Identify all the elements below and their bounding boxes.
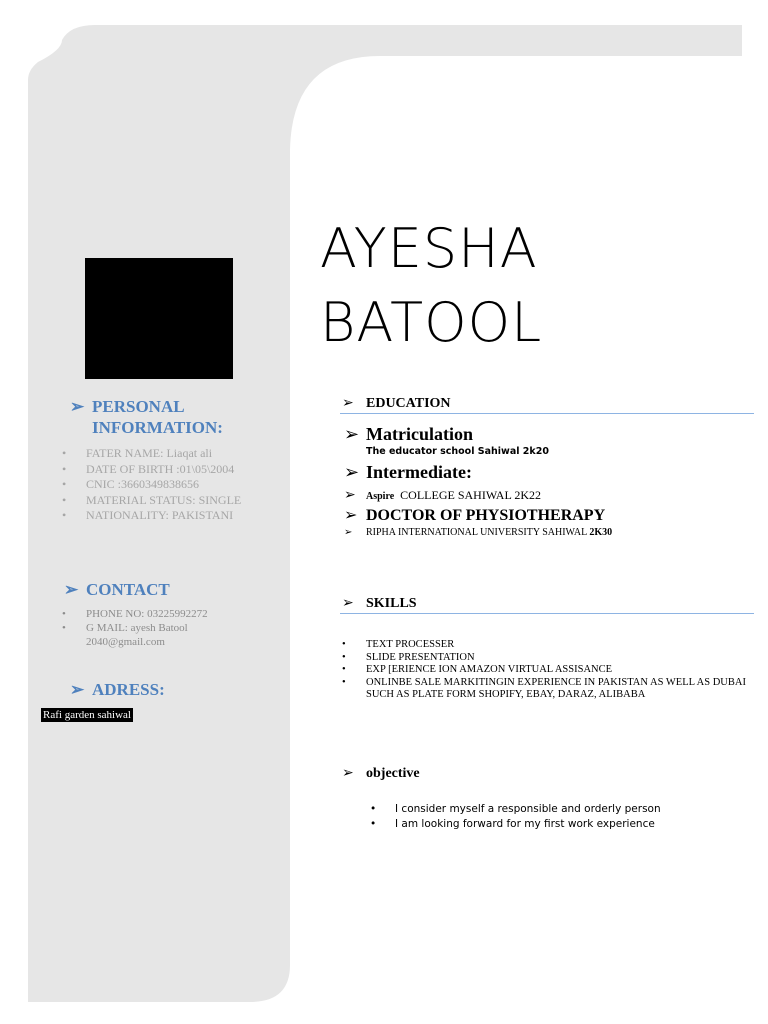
list-item: • CNIC :3660349838656 <box>62 477 241 493</box>
list-item: • I consider myself a responsible and orderly person <box>370 802 661 817</box>
contact-heading: ➢ CONTACT <box>64 580 170 599</box>
skills-heading: ➢ SKILLS <box>342 596 417 611</box>
last-name: BATOOL <box>320 291 543 354</box>
list-item: • NATIONALITY: PAKISTANI <box>62 508 241 524</box>
dpt-title: ➢ DOCTOR OF PHYSIOTHERAPY <box>344 507 606 524</box>
address-heading: ➢ ADRESS: <box>70 680 165 699</box>
arrow-bullet-icon: ➢ <box>344 462 360 482</box>
arrow-bullet-icon: ➢ <box>64 580 79 599</box>
list-item: • I am looking forward for my first work experience <box>370 817 661 832</box>
first-name: AYESHA <box>320 217 538 280</box>
arrow-bullet-icon: ➢ <box>70 680 85 699</box>
dpt-university: ➢ RIPHA INTERNATIONAL UNIVERSITY SAHIWAL 2K30 <box>344 527 613 538</box>
list-item: • TEXT PROCESSER <box>340 639 750 652</box>
list-item: • DATE OF BIRTH :01\05\2004 <box>62 462 241 478</box>
arrow-bullet-icon: ➢ <box>342 596 354 611</box>
contact-list <box>62 607 208 649</box>
intermediate-college: ➢ Aspire COLLEGE SAHIWAL 2K22 <box>344 488 542 503</box>
profile-photo <box>85 258 233 379</box>
matriculation-title: ➢ Matriculation <box>344 424 473 444</box>
phone-item: • PHONE NO: 03225992272 <box>62 607 208 621</box>
matriculation-school: The educator school Sahiwal 2k20 <box>366 446 549 457</box>
arrow-bullet-icon: ➢ <box>342 396 354 411</box>
personal-heading-line2: INFORMATION: <box>92 418 223 437</box>
arrow-bullet-icon: ➢ <box>70 397 85 416</box>
list-item: • MATERIAL STATUS: SINGLE <box>62 493 241 509</box>
education-divider <box>340 413 754 414</box>
arrow-bullet-icon: ➢ <box>344 507 358 524</box>
arrow-bullet-icon: ➢ <box>342 766 354 781</box>
list-item: • EXP [ERIENCE ION AMAZON VIRTUAL ASSISANCE <box>340 664 750 677</box>
personal-info-list <box>62 446 241 524</box>
arrow-bullet-icon: ➢ <box>344 527 353 538</box>
objective-heading: ➢ objective <box>342 766 420 781</box>
objective-list <box>370 802 661 832</box>
personal-heading-line1: PERSONAL <box>92 397 185 416</box>
skills-divider <box>340 613 754 614</box>
full-name <box>320 212 542 360</box>
personal-information-heading <box>70 396 223 438</box>
address-value: Rafi garden sahiwal <box>43 709 131 721</box>
arrow-bullet-icon: ➢ <box>344 424 360 444</box>
intermediate-title: ➢ Intermediate: <box>344 462 472 482</box>
arrow-bullet-icon: ➢ <box>344 488 356 503</box>
email-item: • G MAIL: ayesh Batool 2040@gmail.com <box>62 621 208 649</box>
list-item: • ONLINBE SALE MARKITINGIN EXPERIENCE IN PAKISTAN AS WELL AS DUBAI SUCH AS PLATE FORM SHOPIFY, EBAY, DARAZ, ALIBABA <box>340 677 750 702</box>
list-item: • SLIDE PRESENTATION <box>340 652 750 665</box>
education-heading: ➢ EDUCATION <box>342 396 451 411</box>
skills-list <box>340 639 750 702</box>
list-item: • FATER NAME: Liaqat ali <box>62 446 241 462</box>
